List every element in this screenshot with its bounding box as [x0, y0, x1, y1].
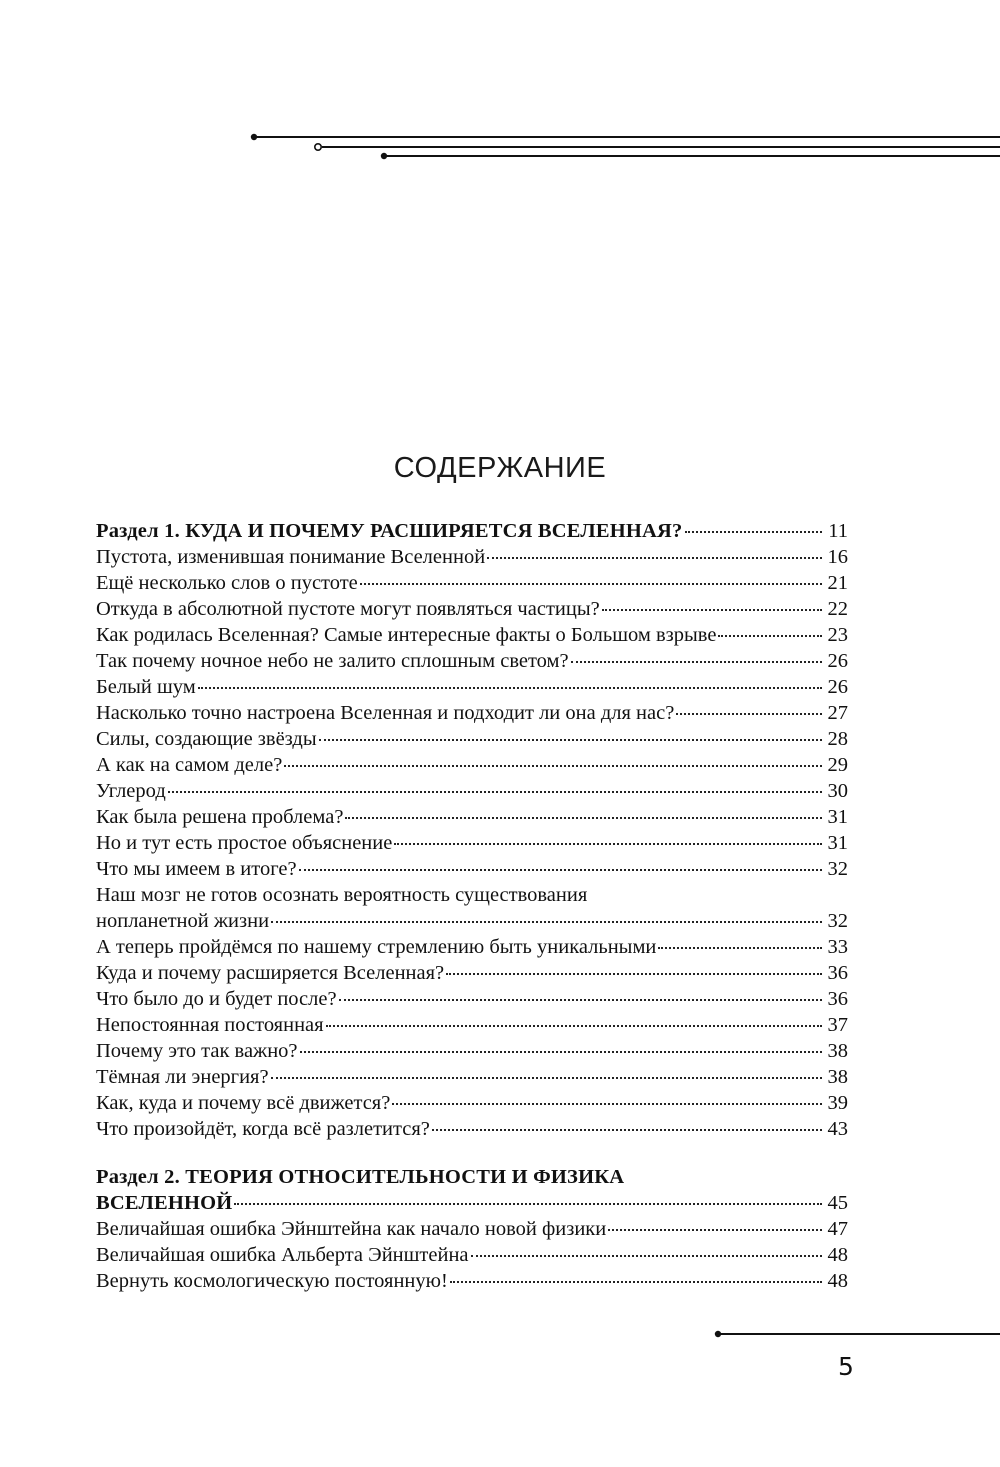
- toc-page-number: 32: [827, 910, 848, 932]
- toc-entry[interactable]: [96, 1090, 848, 1116]
- toc-page-number: 28: [827, 728, 848, 750]
- toc-entry[interactable]: [96, 960, 848, 986]
- dot-leader: [608, 1228, 822, 1231]
- toc-page-number: 31: [827, 832, 848, 854]
- dot-leader: [326, 1024, 822, 1027]
- toc-page-number: 29: [827, 754, 848, 776]
- toc-entry-text: Как, куда и почему всё движется?: [96, 1092, 391, 1114]
- dot-leader: [271, 1076, 822, 1079]
- toc-entry-text: Тёмная ли энергия?: [96, 1066, 269, 1088]
- dot-leader: [471, 1254, 822, 1257]
- toc-entry-text: Так почему ночное небо не залито сплошным светом?: [96, 650, 569, 672]
- toc-entry[interactable]: [96, 882, 848, 934]
- toc-entry-text: Раздел 2. ТЕОРИЯ ОТНОСИТЕЛЬНОСТИ И ФИЗИКА: [96, 1166, 625, 1188]
- toc-entry[interactable]: [96, 752, 848, 778]
- toc-entry[interactable]: [96, 674, 848, 700]
- toc-entry-text: Куда и почему расширяется Вселенная?: [96, 962, 445, 984]
- dot-leader: [432, 1128, 822, 1131]
- dot-leader: [571, 660, 822, 663]
- toc-entry[interactable]: [96, 856, 848, 882]
- dot-leader: [271, 920, 822, 923]
- dot-leader: [487, 556, 822, 559]
- toc-entry-text: Белый шум: [96, 676, 196, 698]
- dot-leader: [299, 868, 822, 871]
- toc-entry-text: Что было до и будет после?: [96, 988, 337, 1010]
- toc-entry[interactable]: [96, 986, 848, 1012]
- dot-leader: [198, 686, 822, 689]
- toc-entry[interactable]: [96, 648, 848, 674]
- toc-section-1[interactable]: [96, 518, 848, 544]
- toc-entry-text: Вернуть космологическую постоянную!: [96, 1270, 448, 1292]
- toc-entry[interactable]: [96, 1268, 848, 1294]
- toc-entry[interactable]: [96, 544, 848, 570]
- top-ornament-lines: [0, 0, 1000, 170]
- dot-leader: [319, 738, 822, 741]
- dot-leader: [394, 842, 822, 845]
- dot-leader: [450, 1280, 822, 1283]
- toc-entry[interactable]: [96, 1242, 848, 1268]
- toc-entry-text: Величайшая ошибка Альберта Эйнштейна: [96, 1244, 469, 1266]
- toc-page-number: 30: [827, 780, 848, 802]
- toc-page-number: 32: [827, 858, 848, 880]
- toc-page-number: 16: [827, 546, 848, 568]
- toc-page-number: 43: [827, 1118, 848, 1140]
- toc-entry-text: Насколько точно настроена Вселенная и подходит ли она для нас?: [96, 702, 675, 724]
- toc-entry-continuation: [96, 1190, 848, 1216]
- toc-entry-text: Но и тут есть простое объяснение: [96, 832, 393, 854]
- toc-entry-text: Наш мозг не готов осознать вероятность существования: [96, 884, 588, 906]
- toc-entry-text: Непостоянная постоянная: [96, 1014, 324, 1036]
- toc-entry-text: Как была решена проблема?: [96, 806, 344, 828]
- toc-entry[interactable]: [96, 1012, 848, 1038]
- toc-entry[interactable]: [96, 1038, 848, 1064]
- toc-page-number: 22: [827, 598, 848, 620]
- toc-page-number: 33: [827, 936, 848, 958]
- dot-leader: [718, 634, 822, 637]
- toc-entry-text: Силы, создающие звёзды: [96, 728, 317, 750]
- dot-leader: [345, 816, 822, 819]
- dot-leader: [339, 998, 822, 1001]
- toc-entry[interactable]: [96, 726, 848, 752]
- toc-section-2[interactable]: [96, 1164, 848, 1216]
- toc-entry[interactable]: [96, 596, 848, 622]
- toc-page-number: 31: [827, 806, 848, 828]
- section-spacer: [96, 1142, 848, 1164]
- toc-entry[interactable]: [96, 1116, 848, 1142]
- toc-page-number: 47: [827, 1218, 848, 1240]
- toc-entry-text: Пустота, изменившая понимание Вселенной: [96, 546, 486, 568]
- toc-entry[interactable]: [96, 778, 848, 804]
- dot-leader: [234, 1202, 822, 1205]
- toc-entry-text: А как на самом деле?: [96, 754, 283, 776]
- toc-entry-text: Величайшая ошибка Эйнштейна как начало новой физики: [96, 1218, 607, 1240]
- toc-entry-text-continued: ВСЕЛЕННОЙ: [96, 1192, 233, 1214]
- dot-leader: [602, 608, 822, 611]
- toc-entry[interactable]: [96, 830, 848, 856]
- dot-leader: [676, 712, 822, 715]
- toc-page-number: 27: [827, 702, 848, 724]
- toc-page-number: 26: [827, 676, 848, 698]
- toc-entry-text: Раздел 1. КУДА И ПОЧЕМУ РАСШИРЯЕТСЯ ВСЕЛЕННАЯ?: [96, 520, 683, 542]
- toc-entry[interactable]: [96, 804, 848, 830]
- dot-leader: [300, 1050, 822, 1053]
- toc-entry[interactable]: [96, 570, 848, 596]
- toc-page-number: 36: [827, 962, 848, 984]
- dot-leader: [446, 972, 822, 975]
- toc-entry-continuation: [96, 908, 848, 934]
- dot-leader: [168, 790, 822, 793]
- toc-entry-text: Что произойдёт, когда всё разлетится?: [96, 1118, 430, 1140]
- table-of-contents: [96, 518, 848, 1294]
- toc-page-number: 39: [827, 1092, 848, 1114]
- page-title: СОДЕРЖАНИЕ: [393, 452, 607, 484]
- toc-entry[interactable]: [96, 1064, 848, 1090]
- toc-page-number: 11: [828, 520, 848, 542]
- dot-leader: [392, 1102, 822, 1105]
- toc-page-number: 23: [827, 624, 848, 646]
- dot-leader: [658, 946, 822, 949]
- toc-page-number: 45: [827, 1192, 848, 1214]
- toc-entry-text: Как родилась Вселенная? Самые интересные факты о Большом взрыве: [96, 624, 717, 646]
- toc-entry-text: Ещё несколько слов о пустоте: [96, 572, 358, 594]
- toc-entry-text: Почему это так важно?: [96, 1040, 298, 1062]
- toc-page-number: 26: [827, 650, 848, 672]
- dot-leader: [360, 582, 822, 585]
- toc-page-number: 48: [827, 1270, 848, 1292]
- page-number: 5: [838, 1352, 854, 1381]
- toc-entry[interactable]: [96, 700, 848, 726]
- toc-page-number: 38: [827, 1066, 848, 1088]
- toc-entry[interactable]: [96, 622, 848, 648]
- toc-entry-text: Что мы имеем в итоге?: [96, 858, 297, 880]
- toc-entry-text: Углерод: [96, 780, 166, 802]
- toc-entry-text: Откуда в абсолютной пустоте могут появляться частицы?: [96, 598, 600, 620]
- toc-page-number: 37: [827, 1014, 848, 1036]
- toc-entry[interactable]: [96, 1216, 848, 1242]
- toc-page-number: 38: [827, 1040, 848, 1062]
- toc-entry-text: А теперь пройдёмся по нашему стремлению быть уникальными: [96, 936, 657, 958]
- toc-page-number: 48: [827, 1244, 848, 1266]
- dot-leader: [685, 530, 823, 533]
- toc-entry-text-continued: нопланетной жизни: [96, 910, 270, 932]
- toc-page-number: 21: [827, 572, 848, 594]
- toc-entry[interactable]: [96, 934, 848, 960]
- toc-page-number: 36: [827, 988, 848, 1010]
- dot-leader: [284, 764, 822, 767]
